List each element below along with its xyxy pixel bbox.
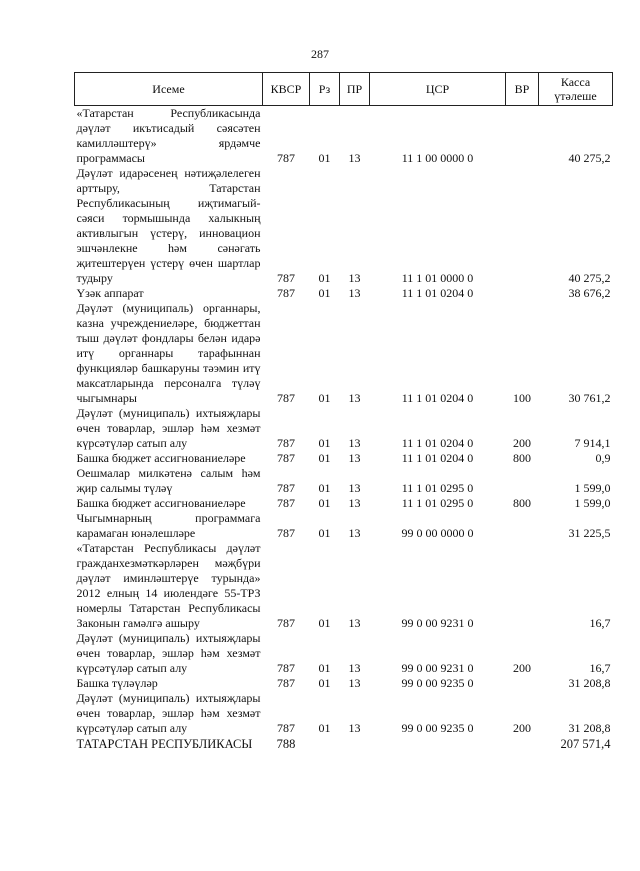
row-rz: 01 xyxy=(318,151,331,165)
row-amount: 30 761,2 xyxy=(568,391,611,405)
row-amount: 40 275,2 xyxy=(568,271,611,285)
total-amount: 207 571,4 xyxy=(560,737,611,751)
row-vr: 200 xyxy=(513,436,531,450)
row-vr xyxy=(506,511,539,541)
row-rz: 01 xyxy=(318,451,331,465)
row-rz: 01 xyxy=(318,391,331,405)
row-csr: 11 1 01 0295 0 xyxy=(401,481,474,495)
table-row xyxy=(75,166,613,286)
table-row xyxy=(75,631,613,676)
header-pr: ПР xyxy=(340,73,370,106)
header-csr: ЦСР xyxy=(370,73,506,106)
row-rz: 01 xyxy=(318,436,331,450)
row-pr: 13 xyxy=(348,271,361,285)
row-vr xyxy=(506,106,539,167)
table-row xyxy=(75,301,613,406)
row-kvsr: 787 xyxy=(277,496,295,510)
row-name: Дәүләт (муниципаль) органнары, казна учреждениеләре, бюджеттан тыш дәүләт фондлары белән идарә итү органнары тарафыннан функцияләр башкаруны тәэмин итү максатларында персоналга түләү чыгымнары xyxy=(76,301,261,405)
row-amount: 31 208,8 xyxy=(568,721,611,735)
header-rz: Рз xyxy=(310,73,340,106)
row-pr: 13 xyxy=(348,481,361,495)
row-name: Дәүләт (муниципаль) ихтыяҗлары өчен товарлар, эшләр һәм хезмәт күрсәтүләр сатып алу xyxy=(76,691,261,735)
row-pr: 13 xyxy=(348,151,361,165)
row-name: Дәүләт идарәсенең нәтиҗәлелеген арттыру, Татарстан Республикасының иҗтимагый-сәяси тормышында халыкның активлыгын үстерү, инновацион эшчәнлекне һәм сәнәгать җитештерүен үстерү өчен шартлар тудыру xyxy=(76,166,261,285)
row-vr: 200 xyxy=(513,721,531,735)
row-rz: 01 xyxy=(318,721,331,735)
row-amount: 31 225,5 xyxy=(568,526,611,540)
page-number: 287 xyxy=(311,47,329,61)
row-csr: 11 1 00 0000 0 xyxy=(401,151,474,165)
row-kvsr: 787 xyxy=(277,661,295,675)
row-amount: 31 208,8 xyxy=(568,676,611,690)
row-amount: 0,9 xyxy=(595,451,611,465)
row-rz: 01 xyxy=(318,496,331,510)
row-kvsr: 787 xyxy=(277,436,295,450)
row-vr: 800 xyxy=(513,451,531,465)
row-pr: 13 xyxy=(348,451,361,465)
table-row xyxy=(75,511,613,541)
row-name: Башка бюджет ассигнованиеләре xyxy=(76,451,246,465)
table-row xyxy=(75,691,613,736)
row-csr: 11 1 01 0204 0 xyxy=(401,451,474,465)
row-kvsr: 787 xyxy=(277,151,295,165)
row-rz: 01 xyxy=(318,286,331,300)
row-vr xyxy=(506,286,539,301)
row-csr: 99 0 00 9235 0 xyxy=(401,721,474,735)
row-rz: 01 xyxy=(318,661,331,675)
row-csr: 99 0 00 9231 0 xyxy=(401,661,474,675)
row-kvsr: 787 xyxy=(277,721,295,735)
row-kvsr: 787 xyxy=(277,526,295,540)
row-name: Чыгымнарның программага карамаган юнәлешләре xyxy=(76,511,261,540)
row-name: Оешмалар милкәтенә салым һәм җир салымы түләү xyxy=(76,466,261,495)
row-kvsr: 787 xyxy=(277,616,295,630)
table-row xyxy=(75,496,613,511)
total-rz xyxy=(310,736,340,752)
row-csr: 99 0 00 0000 0 xyxy=(401,526,474,540)
row-amount: 16,7 xyxy=(589,616,611,630)
table-row xyxy=(75,406,613,451)
row-csr: 11 1 01 0000 0 xyxy=(401,271,474,285)
table-header-row xyxy=(75,73,613,106)
table-row xyxy=(75,541,613,631)
row-rz: 01 xyxy=(318,676,331,690)
row-rz: 01 xyxy=(318,271,331,285)
table-row xyxy=(75,286,613,301)
total-row xyxy=(75,736,613,752)
row-name: Башка бюджет ассигнованиеләре xyxy=(76,496,246,510)
row-rz: 01 xyxy=(318,616,331,630)
row-csr: 11 1 01 0204 0 xyxy=(401,391,474,405)
row-csr: 99 0 00 9235 0 xyxy=(401,676,474,690)
row-name: «Татарстан Республикасы дәүләт гражданхезмәткәрләрен мәҗбүри дәүләт иминләштерүе турында» 2012 елның 14 июлендәге 55-ТРЗ номерлы Татарстан Республикасы Законын гамәлгә ашыру xyxy=(76,541,261,630)
row-name: «Татарстан Республикасында дәүләт икътисадый сәясәтен камилләштерү» ярдәмче программасы xyxy=(76,106,261,165)
row-vr xyxy=(506,541,539,631)
row-pr: 13 xyxy=(348,286,361,300)
row-kvsr: 787 xyxy=(277,271,295,285)
row-kvsr: 787 xyxy=(277,451,295,465)
row-vr xyxy=(506,676,539,691)
row-pr: 13 xyxy=(348,616,361,630)
total-pr xyxy=(340,736,370,752)
row-amount: 16,7 xyxy=(589,661,611,675)
row-rz: 01 xyxy=(318,481,331,495)
row-kvsr: 787 xyxy=(277,676,295,690)
row-pr: 13 xyxy=(348,496,361,510)
header-amount: Касса үтәлеше xyxy=(539,73,613,106)
row-amount: 1 599,0 xyxy=(574,496,611,510)
row-pr: 13 xyxy=(348,526,361,540)
row-vr: 100 xyxy=(513,391,531,405)
table-body xyxy=(75,106,613,737)
row-vr xyxy=(506,466,539,496)
total-vr xyxy=(506,736,539,752)
header-kvsr: КВСР xyxy=(263,73,310,106)
table-row xyxy=(75,676,613,691)
total-csr xyxy=(370,736,506,752)
row-rz: 01 xyxy=(318,526,331,540)
row-pr: 13 xyxy=(348,721,361,735)
row-name: Үзәк аппарат xyxy=(76,286,144,300)
row-csr: 99 0 00 9231 0 xyxy=(401,616,474,630)
row-amount: 7 914,1 xyxy=(574,436,611,450)
row-amount: 38 676,2 xyxy=(568,286,611,300)
row-kvsr: 787 xyxy=(277,481,295,495)
row-amount: 40 275,2 xyxy=(568,151,611,165)
header-name: Исеме xyxy=(75,73,263,106)
row-vr: 800 xyxy=(513,496,531,510)
table-row xyxy=(75,466,613,496)
total-kvsr: 788 xyxy=(276,737,296,751)
row-vr xyxy=(506,166,539,286)
row-pr: 13 xyxy=(348,391,361,405)
header-vr: ВР xyxy=(506,73,539,106)
row-csr: 11 1 01 0204 0 xyxy=(401,436,474,450)
row-pr: 13 xyxy=(348,436,361,450)
row-name: Дәүләт (муниципаль) ихтыяҗлары өчен товарлар, эшләр һәм хезмәт күрсәтүләр сатып алу xyxy=(76,406,261,450)
table-row xyxy=(75,106,613,167)
table-row xyxy=(75,451,613,466)
row-pr: 13 xyxy=(348,661,361,675)
budget-table xyxy=(74,72,613,752)
row-name: Башка түләүләр xyxy=(76,676,158,690)
row-csr: 11 1 01 0295 0 xyxy=(401,496,474,510)
total-name: ТАТАРСТАН РЕСПУБЛИКАСЫ xyxy=(76,737,253,751)
row-kvsr: 787 xyxy=(277,391,295,405)
row-kvsr: 787 xyxy=(277,286,295,300)
row-name: Дәүләт (муниципаль) ихтыяҗлары өчен товарлар, эшләр һәм хезмәт күрсәтүләр сатып алу xyxy=(76,631,261,675)
row-pr: 13 xyxy=(348,676,361,690)
row-amount: 1 599,0 xyxy=(574,481,611,495)
row-csr: 11 1 01 0204 0 xyxy=(401,286,474,300)
row-vr: 200 xyxy=(513,661,531,675)
